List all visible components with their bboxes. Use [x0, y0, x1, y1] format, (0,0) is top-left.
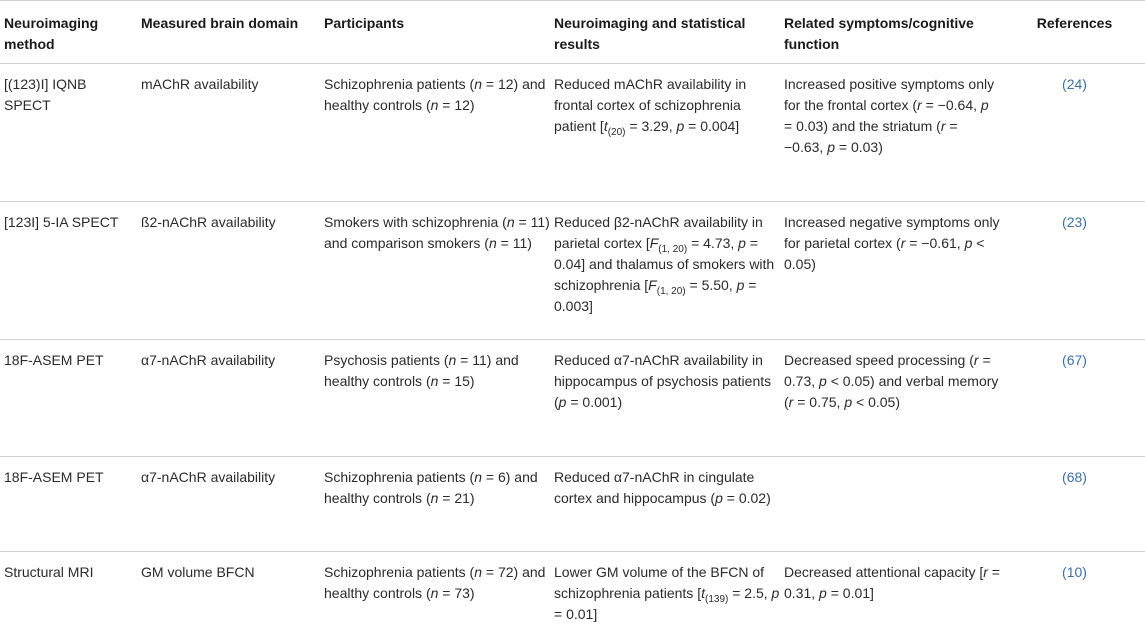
header-row [0, 1, 1145, 64]
text-segment: = 15) [438, 373, 475, 389]
stat-symbol: n [488, 235, 497, 251]
cell-method: 18F-ASEM PET [0, 457, 137, 552]
text-segment: Reduced β2-nAChR availability in parietal cortex [ [554, 214, 763, 251]
stat-symbol: p [771, 585, 780, 601]
text-segment: = −0.63, [784, 118, 958, 155]
text-segment: = 12) and healthy controls ( [324, 76, 546, 113]
text-segment: < 0.05) and verbal memory ( [784, 373, 999, 410]
stat-symbol: p [738, 235, 746, 251]
cell-method: Structural MRI [4, 564, 94, 580]
text-segment: Schizophrenia patients ( [324, 469, 475, 485]
stat-symbol: n [506, 214, 515, 230]
reference-link[interactable]: (68) [1062, 469, 1087, 485]
stat-symbol: F [648, 277, 657, 293]
text-segment: Lower GM volume of the BFCN of schizophrenia patients [ [554, 564, 765, 601]
cell-results [550, 340, 780, 457]
text-segment: Increased positive symptoms only for the frontal cortex ( [784, 76, 995, 113]
cell-participants [320, 340, 550, 457]
cell-reference[interactable] [1000, 552, 1145, 626]
cell-domain: ß2-nAChR availability [137, 202, 320, 340]
stat-symbol: p [736, 277, 745, 293]
text-segment: = 4.73, [687, 235, 739, 251]
cell-symptoms [780, 340, 1000, 457]
cell-domain: GM volume BFCN [141, 564, 255, 580]
table-row [0, 552, 1145, 626]
table-header [0, 1, 1145, 64]
table-row [0, 64, 1145, 202]
text-segment: = 0.73, [784, 352, 991, 389]
stat-symbol: r [917, 97, 922, 113]
stat-symbol: n [448, 352, 457, 368]
text-segment: = 11) and healthy controls ( [324, 352, 519, 389]
reference-link[interactable]: (67) [1062, 352, 1087, 368]
reference-link[interactable]: (23) [1062, 214, 1087, 230]
cell-domain: α7-nAChR availability [137, 340, 320, 457]
text-segment: = 12) [438, 97, 475, 113]
reference-link[interactable]: (10) [1062, 564, 1087, 580]
stat-symbol: t [603, 118, 608, 134]
text-segment: Smokers with schizophrenia ( [324, 214, 507, 230]
stat-symbol: n [474, 564, 482, 580]
reference-link[interactable]: (24) [1062, 76, 1087, 92]
table-row [0, 457, 1145, 552]
stat-symbol: t [701, 585, 705, 601]
text-segment: Reduced α7-nAChR in cingulate cortex and hippocampus ( [554, 469, 755, 506]
text-segment: = 0.75, [793, 394, 845, 410]
stat-symbol: n [430, 97, 439, 113]
stat-symbol: p [980, 97, 989, 113]
stat-symbol: r [900, 235, 906, 251]
text-segment: Reduced α7-nAChR availability in hippocampus of psychosis patients ( [554, 352, 772, 410]
text-segment: = 11) and comparison smokers ( [324, 214, 550, 251]
cell-reference[interactable] [1000, 202, 1145, 340]
stat-subscript: (20) [607, 126, 626, 138]
text-segment: = 0.01] [826, 585, 874, 601]
cell-participants [320, 64, 550, 202]
stat-symbol: p [844, 394, 853, 410]
stat-symbol: n [430, 490, 439, 506]
text-segment: Reduced mAChR availability in frontal cortex of schizophrenia patient [ [554, 76, 747, 134]
stat-symbol: n [430, 585, 439, 601]
text-segment: Decreased attentional capacity [ [784, 564, 984, 580]
cell-participants [320, 202, 550, 340]
cell-symptoms [780, 64, 1000, 202]
stat-symbol: p [819, 585, 827, 601]
cell-domain: mAChR availability [137, 64, 320, 202]
text-segment: = −0.64, [921, 97, 981, 113]
text-segment: = 0.001) [566, 394, 623, 410]
cell-reference[interactable] [1000, 340, 1145, 457]
text-segment: = 0.03) and the striatum ( [784, 118, 941, 134]
header-references: References [1000, 1, 1145, 64]
stat-symbol: n [474, 76, 482, 92]
stat-symbol: r [788, 394, 794, 410]
text-segment: = 0.02) [722, 490, 771, 506]
stat-symbol: r [973, 352, 979, 368]
text-segment: Psychosis patients ( [324, 352, 449, 368]
text-segment: = 11) [496, 235, 532, 251]
text-segment: = 73) [438, 585, 475, 601]
cell-results [550, 64, 780, 202]
text-segment: Increased negative symptoms only for parietal cortex ( [784, 214, 1000, 251]
header-method: Neuroimaging method [0, 1, 137, 64]
stat-symbol: p [827, 139, 835, 155]
header-domain: Measured brain domain [137, 1, 320, 64]
stat-symbol: n [430, 373, 439, 389]
cell-symptoms [780, 202, 1000, 340]
cell-method: [(123)I] IQNB SPECT [0, 64, 137, 202]
stat-symbol: F [649, 235, 659, 251]
cell-method: [123I] 5-IA SPECT [0, 202, 137, 340]
text-segment: = −0.61, [905, 235, 965, 251]
text-segment: Decreased speed processing ( [784, 352, 974, 368]
text-segment: = 0.01] [554, 606, 598, 622]
text-segment: = 21) [438, 490, 475, 506]
text-segment: = 3.29, [625, 118, 677, 134]
cell-participants [320, 552, 550, 626]
table-body [0, 64, 1145, 626]
cell-participants [320, 457, 550, 552]
stat-symbol: r [940, 118, 946, 134]
cell-reference[interactable] [1000, 457, 1145, 552]
header-results: Neuroimaging and statistical results [550, 1, 780, 64]
cell-results [550, 202, 780, 340]
table-row [0, 202, 1145, 340]
header-participants: Participants [320, 1, 550, 64]
text-segment: = 0.31, [784, 564, 1000, 601]
text-segment: = 5.50, [685, 277, 737, 293]
cell-domain: α7-nAChR availability [137, 457, 320, 552]
table-row [0, 340, 1145, 457]
stat-symbol: p [964, 235, 973, 251]
stat-symbol: r [983, 564, 988, 580]
text-segment: = 72) and healthy controls ( [324, 564, 546, 601]
stat-subscript: (139) [704, 593, 729, 605]
cell-method: 18F-ASEM PET [0, 340, 137, 457]
stat-subscript: (1, 20) [658, 243, 688, 255]
text-segment: = 6) and healthy controls ( [324, 469, 538, 506]
stat-subscript: (1, 20) [656, 285, 686, 297]
stat-symbol: p [558, 394, 567, 410]
header-symptoms: Related symptoms/cognitive function [780, 1, 1000, 64]
cell-results [550, 552, 780, 626]
text-segment: = 2.5, [728, 585, 772, 601]
text-segment: = 0.03) [835, 139, 883, 155]
stat-symbol: n [474, 469, 482, 485]
stat-symbol: p [819, 373, 827, 389]
cell-reference[interactable] [1000, 64, 1145, 202]
text-segment: Schizophrenia patients ( [324, 76, 475, 92]
cell-symptoms [780, 457, 1000, 552]
text-segment: = 0.04] and thalamus of smokers with schizophrenia [ [554, 235, 775, 293]
cell-symptoms [780, 552, 1000, 626]
text-segment: Schizophrenia patients ( [324, 564, 475, 580]
cell-results [550, 457, 780, 552]
text-segment: < 0.05) [784, 235, 985, 272]
stat-symbol: p [676, 118, 685, 134]
text-segment: < 0.05) [852, 394, 900, 410]
stat-symbol: p [715, 490, 723, 506]
text-segment: = 0.004] [684, 118, 740, 134]
text-segment: = 0.003] [554, 277, 757, 314]
